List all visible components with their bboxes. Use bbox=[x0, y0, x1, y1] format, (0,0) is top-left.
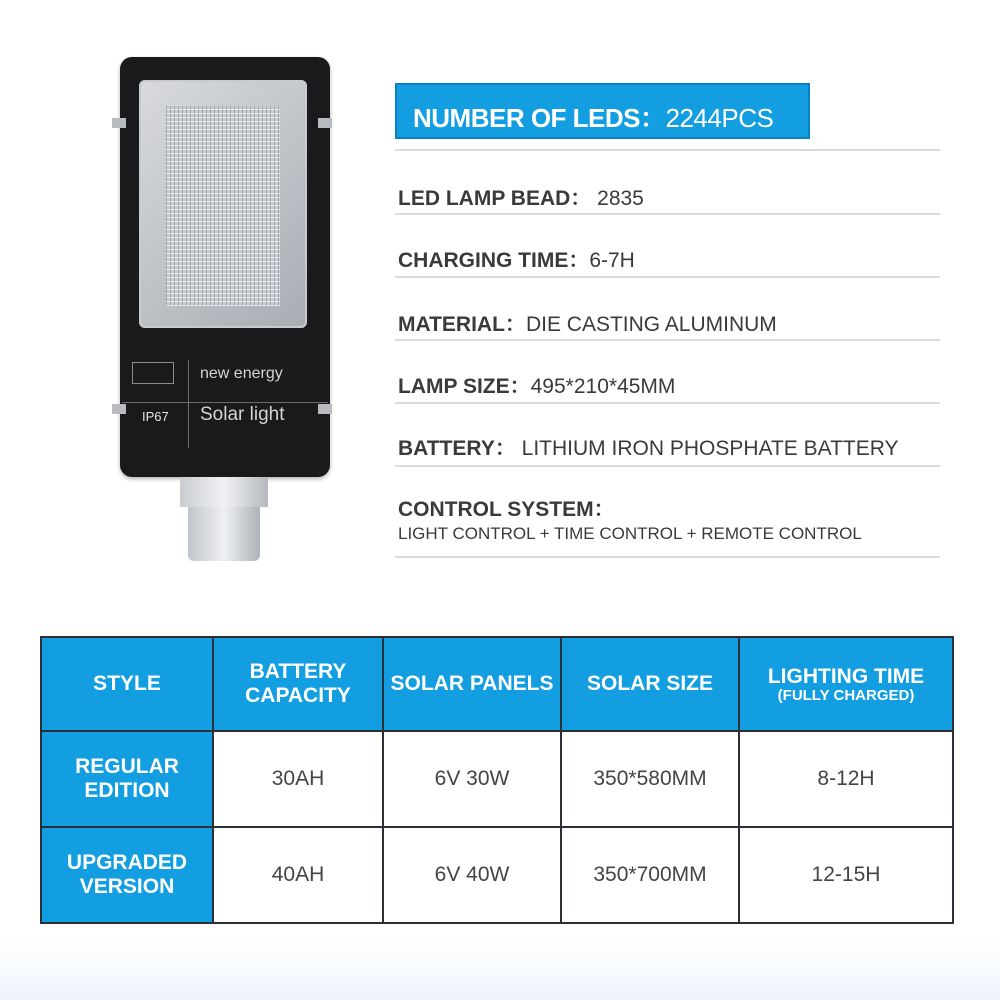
spec-row-lamp-size bbox=[398, 342, 943, 404]
spec-label: LED LAMP BEAD： bbox=[398, 187, 592, 210]
spec-label: CHARGING TIME： bbox=[398, 249, 590, 272]
spec-value: LITHIUM IRON PHOSPHATE BATTERY bbox=[521, 437, 899, 460]
leds-banner-text bbox=[413, 98, 773, 135]
spec-value: 6-7H bbox=[589, 249, 635, 272]
lamp-clip bbox=[318, 404, 332, 414]
column-header-lighting-time bbox=[739, 637, 953, 731]
table-cell-time: 8-12H bbox=[739, 731, 953, 827]
column-header-lighting-time-label: LIGHTING TIME bbox=[767, 665, 925, 688]
lamp-clip bbox=[112, 118, 126, 128]
lamp-divider bbox=[188, 360, 189, 448]
table-cell-time: 12-15H bbox=[739, 827, 953, 923]
divider-line bbox=[395, 149, 940, 151]
spec-label: MATERIAL： bbox=[398, 313, 526, 336]
table-cell-panels: 6V 30W bbox=[383, 731, 561, 827]
column-header-size: SOLAR SIZE bbox=[561, 637, 739, 731]
spec-row-material bbox=[398, 279, 943, 341]
table-cell-panels: 6V 40W bbox=[383, 827, 561, 923]
divider-line bbox=[395, 339, 940, 341]
divider-line bbox=[395, 402, 940, 404]
lamp-clip bbox=[318, 118, 332, 128]
comparison-table bbox=[40, 636, 954, 924]
spec-row-lamp-bead bbox=[398, 153, 943, 215]
table-cell-battery: 40AH bbox=[213, 827, 383, 923]
spec-row-charging-time bbox=[398, 216, 943, 278]
ip-rating-label: IP67 bbox=[142, 409, 169, 424]
lamp-mount bbox=[180, 477, 268, 507]
spec-value: 495*210*45MM bbox=[530, 375, 676, 398]
spec-value: LIGHT CONTROL + TIME CONTROL + REMOTE CONTROL bbox=[398, 524, 862, 543]
row-header-style: UPGRADED VERSION bbox=[41, 827, 213, 923]
divider-line bbox=[395, 213, 940, 215]
leds-label: NUMBER OF LEDS： bbox=[413, 103, 666, 133]
column-header-style: STYLE bbox=[41, 637, 213, 731]
spec-row-battery bbox=[398, 405, 943, 467]
table-cell-size: 350*700MM bbox=[561, 827, 739, 923]
divider-line bbox=[395, 556, 940, 558]
qr-label-icon bbox=[132, 362, 174, 384]
spec-label: CONTROL SYSTEM： bbox=[398, 498, 615, 521]
column-header-panels: SOLAR PANELS bbox=[383, 637, 561, 731]
street-lamp-image bbox=[0, 0, 380, 600]
leds-value: 2244PCS bbox=[665, 103, 774, 133]
led-array bbox=[166, 106, 280, 306]
background-fade bbox=[0, 940, 1000, 1000]
spec-value: 2835 bbox=[597, 187, 644, 210]
spec-value: DIE CASTING ALUMINUM bbox=[525, 313, 777, 336]
spec-row-control-system bbox=[398, 468, 943, 558]
table-header-row bbox=[41, 637, 953, 731]
table-row bbox=[41, 827, 953, 923]
lamp-clip bbox=[112, 404, 126, 414]
row-header-style: REGULAR EDITION bbox=[41, 731, 213, 827]
leds-banner bbox=[395, 83, 810, 139]
lamp-label-line2: Solar light bbox=[200, 404, 285, 425]
column-header-battery: BATTERY CAPACITY bbox=[213, 637, 383, 731]
table-cell-battery: 30AH bbox=[213, 731, 383, 827]
lamp-pole-adapter bbox=[188, 507, 260, 561]
lamp-divider bbox=[122, 402, 328, 403]
lamp-label-line1: new energy bbox=[200, 365, 283, 382]
divider-line bbox=[395, 276, 940, 278]
table-cell-size: 350*580MM bbox=[561, 731, 739, 827]
column-header-subtitle: (FULLY CHARGED) bbox=[777, 687, 915, 704]
divider-line bbox=[395, 465, 940, 467]
spec-label: BATTERY： bbox=[398, 437, 516, 460]
table-row bbox=[41, 731, 953, 827]
spec-label: LAMP SIZE： bbox=[398, 375, 531, 398]
